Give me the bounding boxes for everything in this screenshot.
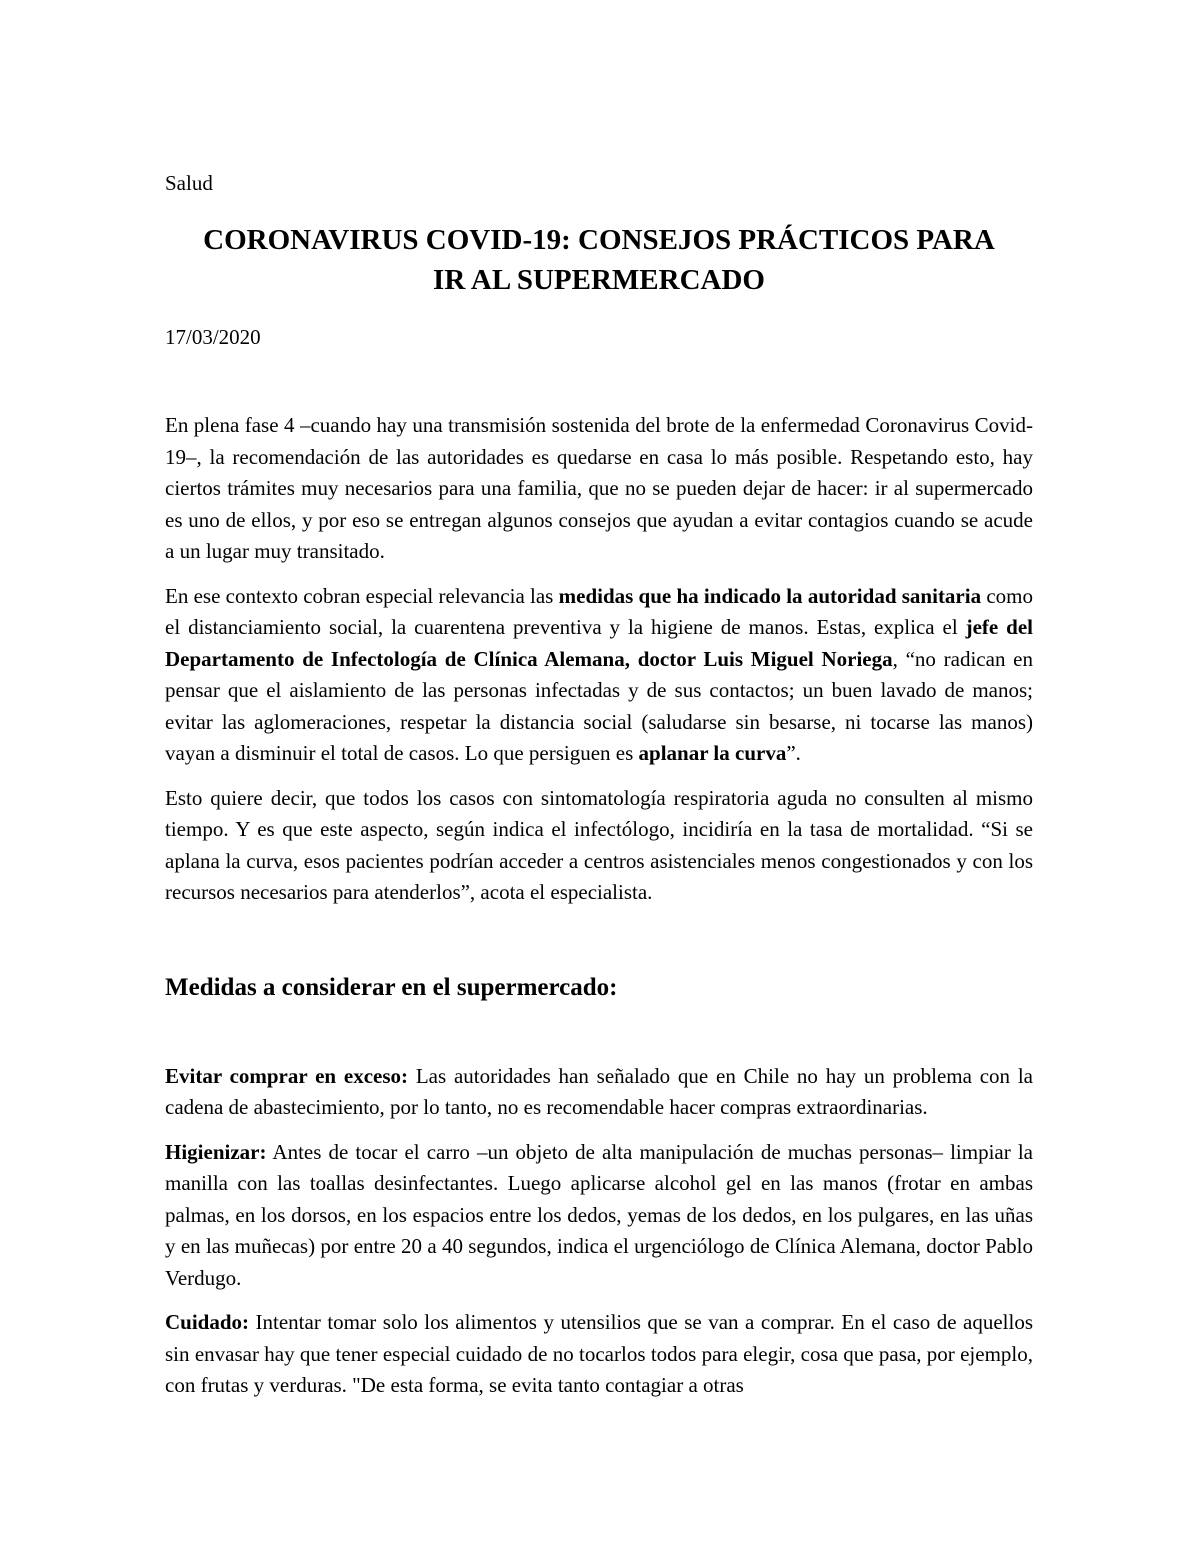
measure-item xyxy=(165,1307,1033,1402)
document-page xyxy=(165,168,1033,1402)
section-label: Salud xyxy=(165,171,213,195)
intro-paragraph-2-bold-measures: medidas que ha indicado la autoridad sanitaria xyxy=(558,583,982,608)
page-title xyxy=(165,220,1033,300)
intro-paragraph-2 xyxy=(165,581,1033,770)
measure-item-text: Intentar tomar solo los alimentos y utensilios que se van a comprar. En el caso de aquellos sin envasar hay que tener especial cuidado de no tocarlos todos para elegir, cosa que pasa, por ejemplo, con frutas y verduras. "De esta forma, se evita tanto contagiar a otras xyxy=(165,1310,1033,1397)
intro-paragraph-2-text-e: , “no radican en pensar que el aislamiento de las personas infectadas y de sus contactos; un buen lavado de manos; evitar las aglomeraciones, respetar la distancia social (saludarse sin besarse, ni tocarse las manos) vayan a disminuir el total de casos. Lo que persiguen es xyxy=(165,646,1033,765)
intro-paragraph-1: En plena fase 4 –cuando hay una transmisión sostenida del brote de la enfermedad Coronavirus Covid-19–, la recomendación de las autoridades es quedarse en casa lo más posible. Respetando esto, hay ciertos trámites muy necesarios para una familia, que no se pueden dejar de hacer: ir al supermercado es uno de ellos, y por eso se entregan algunos consejos que ayudan a evitar contagios cuando se acude a un lugar muy transitado. xyxy=(165,413,1033,563)
measure-item-label: Evitar comprar en exceso: xyxy=(165,1063,409,1088)
intro-paragraph-2-text-a: En ese contexto cobran especial relevancia las xyxy=(165,583,559,608)
intro-paragraph-2-bold-doctor: jefe del Departamento de Infectología de Clínica Alemana, doctor Luis Miguel Noriega xyxy=(165,615,1033,671)
page-title-line-2: IR AL SUPERMERCADO xyxy=(433,264,765,296)
intro-paragraph-2-bold-curve: aplanar la curva xyxy=(638,741,787,765)
intro-paragraph-3: Esto quiere decir, que todos los casos con sintomatología respiratoria aguda no consulten al mismo tiempo. Y es que este aspecto, según indica el infectólogo, incidiría en la tasa de mortalidad. “Si se aplana la curva, esos pacientes podrían acceder a centros asistenciales menos congestionados y con los recursos necesarios para atenderlos”, acota el especialista. xyxy=(165,785,1033,904)
intro-paragraph-2-text-c: como el distanciamiento social, la cuarentena preventiva y la higiene de manos. Estas, explica el xyxy=(165,583,1034,639)
measure-item-text: Antes de tocar el carro –un objeto de alta manipulación de muchas personas– limpiar la manilla con las toallas desinfectantes. Luego aplicarse alcohol gel en las manos (frotar en ambas palmas, en los dorsos, en los espacios entre los dedos, yemas de los dedos, en los pulgares, en las uñas y en las muñecas) por entre 20 a 40 segundos, indica el urgenciólogo de Clínica Alemana, doctor Pablo Verdugo. xyxy=(165,1139,1033,1290)
measure-item-text: Las autoridades han señalado que en Chile no hay un problema con la cadena de abastecimiento, por lo tanto, no es recomendable hacer compras extraordinarias. xyxy=(165,1063,1033,1119)
measure-item xyxy=(165,1137,1033,1295)
measures-heading: Medidas a considerar en el supermercado: xyxy=(165,973,618,1001)
intro-paragraph-2-text-g: ”. xyxy=(786,741,801,765)
measure-item-label: Cuidado: xyxy=(165,1310,250,1334)
publication-date: 17/03/2020 xyxy=(165,325,261,349)
measure-item-label: Higienizar: xyxy=(165,1139,267,1164)
page-title-line-1: CORONAVIRUS COVID-19: CONSEJOS PRÁCTICOS PARA xyxy=(203,224,995,256)
measure-item xyxy=(165,1061,1033,1124)
